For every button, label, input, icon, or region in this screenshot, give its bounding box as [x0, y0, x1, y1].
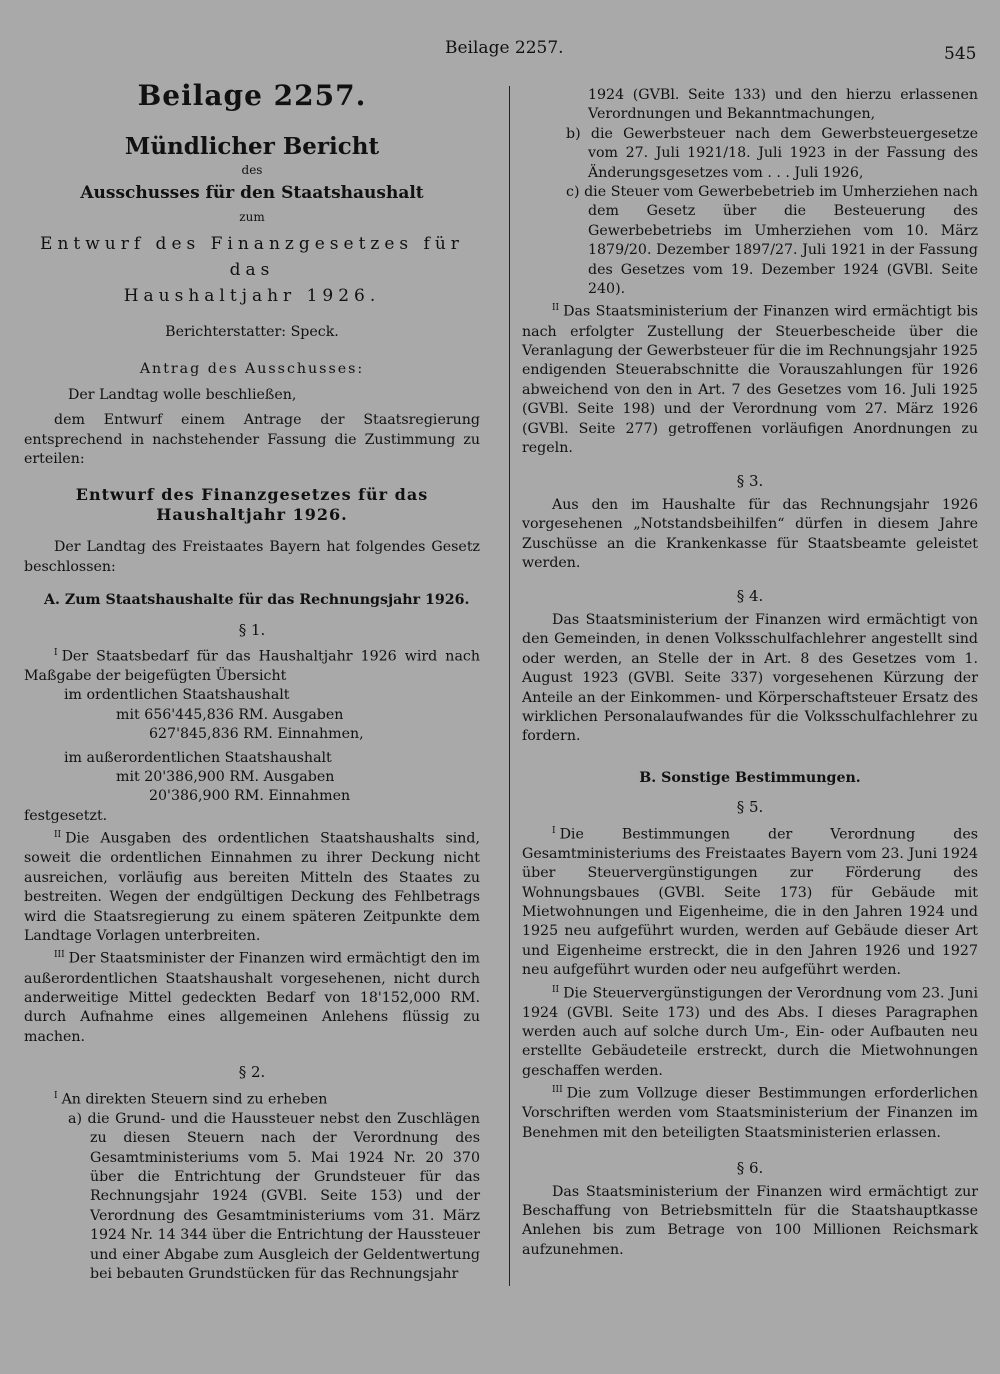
part-b-heading: B. Sonstige Bestimmungen.: [639, 769, 861, 786]
preamble: Der Landtag des Freistaates Bayern hat folgendes Gesetz beschlossen:: [24, 539, 480, 575]
section-2-item-b: b) die Gewerbsteuer nach dem Gewerbsteuergesetze vom 27. Juli 1921/18. Juli 1923 in der Fassung des Änderungsgesetzes vom . . . Juli 1926,: [566, 125, 978, 181]
section-1-para-2-text: Die Ausgaben des ordentlichen Staatshaushalts sind, soweit die ordentlichen Einnahmen zu ihrer Deckung nicht ausreichen, vorläufig aus bereiten Mitteln des Staates zu bestreiten. Wegen der endgültigen Deckung des Fehlbetrags wird die Staatsregierung zu einem späteren Zeitpunkte dem Landtage Vorlagen unterbreiten.: [24, 831, 480, 945]
left-column: [24, 79, 480, 1284]
section-6-text: Das Staatsministerium der Finanzen wird ermächtigt zur Beschaffung von Betriebsmitteln für die Staatshauptkasse Anlehen bis zum Betrage von 100 Millionen Reichsmark aufzunehmen.: [522, 1183, 978, 1258]
roman-mark: II: [552, 303, 560, 314]
fixed-text: festgesetzt.: [24, 807, 108, 824]
law-title: Entwurf des Finanzgesetzes für das Haushaltjahr 1926.: [75, 485, 429, 524]
column-divider: [509, 86, 510, 1286]
draft-title-line1: Entwurf des Finanzgesetzes für das: [40, 234, 464, 281]
roman-mark: I: [552, 825, 556, 836]
roman-mark: III: [552, 1085, 563, 1096]
section-6-heading: § 6.: [736, 1159, 764, 1178]
section-5-para-2: [522, 981, 978, 1082]
ordinary-expenditure: mit 656'445,836 RM. Ausgaben: [116, 706, 344, 723]
section-3-text: Aus den im Haushalte für das Rechnungsjahr 1926 vorgesehenen „Notstandsbeihilfen“ dürfen in diesem Jahre Zuschüsse an die Krankenkasse für Staatsbeamte geleistet werden.: [522, 496, 978, 572]
draft-title-line2: Haushaltjahr 1926.: [123, 286, 381, 307]
section-5-para-3: [522, 1081, 978, 1143]
section-2-para-2: [522, 299, 978, 458]
section-2-para-2-text: Das Staatsministerium der Finanzen wird ermächtigt bis nach erfolgter Zustellung der Steuerbescheide über die Veranlagung der Gewerbsteuer für die im Rechnungsjahr 1925 endigenden Steuerabschnitte die Vorauszahlungen für 1926 abweichend von den in Art. 7 des Gesetzes vom 16. Juli 1925 (GVBl. Seite 198) und der Verordnung vom 27. März 1926 (GVBl. Seite 277) getroffenen vorläufigen Anordnungen zu regeln.: [522, 304, 978, 457]
section-2-para-1-text: An direkten Steuern sind zu erheben: [61, 1091, 328, 1108]
motion-heading: Antrag des Ausschusses:: [139, 361, 365, 378]
section-2-item-c: c) die Steuer vom Gewerbebetrieb im Umherziehen nach dem Gesetz über die Besteuerung des Gewerbebetriebs im Umherziehen vom 10. März 1879/20. Dezember 1897/27. Juli 1921 in der Fassung des Gesetzes vom 19. Dezember 1924 (GVBl. Seite 240).: [566, 184, 978, 298]
section-5-heading: § 5.: [736, 798, 764, 817]
section-1-heading: § 1.: [238, 620, 266, 639]
reporter: Berichterstatter: Speck.: [165, 324, 339, 341]
connector-zum: zum: [239, 209, 265, 224]
section-5-para-1: [522, 822, 978, 981]
page-number: 545: [944, 44, 977, 64]
section-5-para-1-text: Die Bestimmungen der Verordnung des Gesamtministeriums des Freistaates Bayern vom 23. Juni 1924 über Steuervergünstigungen zur Förderung des Wohnungsbaues (GVBl. Seite 173) für Gebäude mit Mietwohnungen und Eigenheime, die in den Jahren 1924 und 1925 neu aufgeführt wurden, werden auf Gebäude dieser Art und Eigenheime erstreckt, die in den Jahren 1926 und 1927 neu aufgeführt wurden oder neu aufgeführt werden.: [522, 826, 978, 979]
ordinary-budget-label: im ordentlichen Staatshaushalt: [64, 687, 290, 704]
report-title: Mündlicher Bericht: [124, 133, 380, 161]
section-1-para-1-text: Der Staatsbedarf für das Haushaltjahr 1926 wird nach Maßgabe der beigefügten Übersicht: [24, 648, 480, 685]
right-column: [522, 86, 978, 1260]
motion-intro: Der Landtag wolle beschließen,: [68, 386, 297, 403]
roman-mark: I: [54, 1090, 58, 1101]
section-1-para-3-text: Der Staatsminister der Finanzen wird ermächtigt den im außerordentlichen Staatshaushalt vorgesehenen, nicht durch anderweitige Mittel gedeckten Bedarf von 18'152,000 RM. durch Aufnahme eines allgemeinen Anlehens flüssig zu machen.: [24, 951, 480, 1045]
ordinary-revenue: 627'845,836 RM. Einnahmen,: [149, 726, 364, 743]
item-a-continued: 1924 (GVBl. Seite 133) und den hierzu erlassenen Verordnungen und Bekanntmachungen,: [588, 87, 978, 123]
section-5-para-2-text: Die Steuervergünstigungen der Verordnung vom 23. Juni 1924 (GVBl. Seite 173) und des Abs. I dieses Paragraphen werden auch auf solche durch Um-, Ein- oder Aufbauten neu erstellte Gebäudeteile erstreckt, durch die Mietwohnungen geschaffen werden.: [522, 985, 978, 1079]
section-4-heading: § 4.: [736, 587, 764, 606]
part-a-heading: A. Zum Staatshaushalte für das Rechnungsjahr 1926.: [44, 592, 470, 609]
section-5-para-3-text: Die zum Vollzuge dieser Bestimmungen erforderlichen Vorschriften werden vom Staatsministerium der Finanzen im Benehmen mit den beteiligten Staatsministerien erlassen.: [522, 1086, 978, 1141]
document-title: Beilage 2257.: [137, 79, 367, 112]
connector-des: des: [241, 162, 263, 177]
motion-text: dem Entwurf einem Antrage der Staatsregierung entsprechend in nachstehender Fassung die Zustimmung zu erteilen:: [24, 412, 480, 468]
extraordinary-budget-label: im außerordentlichen Staatshaushalt: [64, 749, 332, 766]
running-head-title: Beilage 2257.: [445, 38, 564, 58]
roman-mark: II: [54, 830, 62, 841]
section-3-heading: § 3.: [736, 472, 764, 491]
committee-name: Ausschusses für den Staatshaushalt: [80, 183, 424, 204]
roman-mark: II: [552, 984, 560, 995]
section-2-para-1: [24, 1087, 480, 1110]
section-1-para-2: [24, 826, 480, 946]
extraordinary-expenditure: mit 20'386,900 RM. Ausgaben: [116, 769, 335, 786]
roman-mark: I: [54, 647, 58, 658]
section-4-text: Das Staatsministerium der Finanzen wird ermächtigt von den Gemeinden, in denen Volksschulfachlehrer angestellt sind oder werden, an Stelle der in Art. 8 des Gesetzes vom 1. August 1923 (GVBl. Seite 337) vorgesehenen Kürzung der Anteile an der Einkommen- und Körperschaftsteuer Ersatz des wirklichen Personalaufwandes für die Volksschulfachlehrer zu fordern.: [522, 611, 978, 745]
roman-mark: III: [54, 950, 65, 961]
extraordinary-revenue: 20'386,900 RM. Einnahmen: [149, 788, 351, 805]
section-2-item-a: a) die Grund- und die Haussteuer nebst den Zuschlägen zu diesen Steuern nach der Verordnung des Gesamtministeriums vom 5. Mai 1924 Nr. 20 370 über die Entrichtung der Grundsteuer für das Rechnungsjahr 1924 (GVBl. Seite 153) und der Verordnung des Gesamtministeriums vom 31. März 1924 Nr. 14 344 über die Entrichtung der Haussteuer und einer Abgabe zum Ausgleich der Geldentwertung bei bebauten Grundstücken für das Rechnungsjahr: [68, 1110, 480, 1283]
section-2-heading: § 2.: [238, 1063, 266, 1082]
section-1-para-1: [24, 644, 480, 687]
section-1-para-3: [24, 946, 480, 1047]
